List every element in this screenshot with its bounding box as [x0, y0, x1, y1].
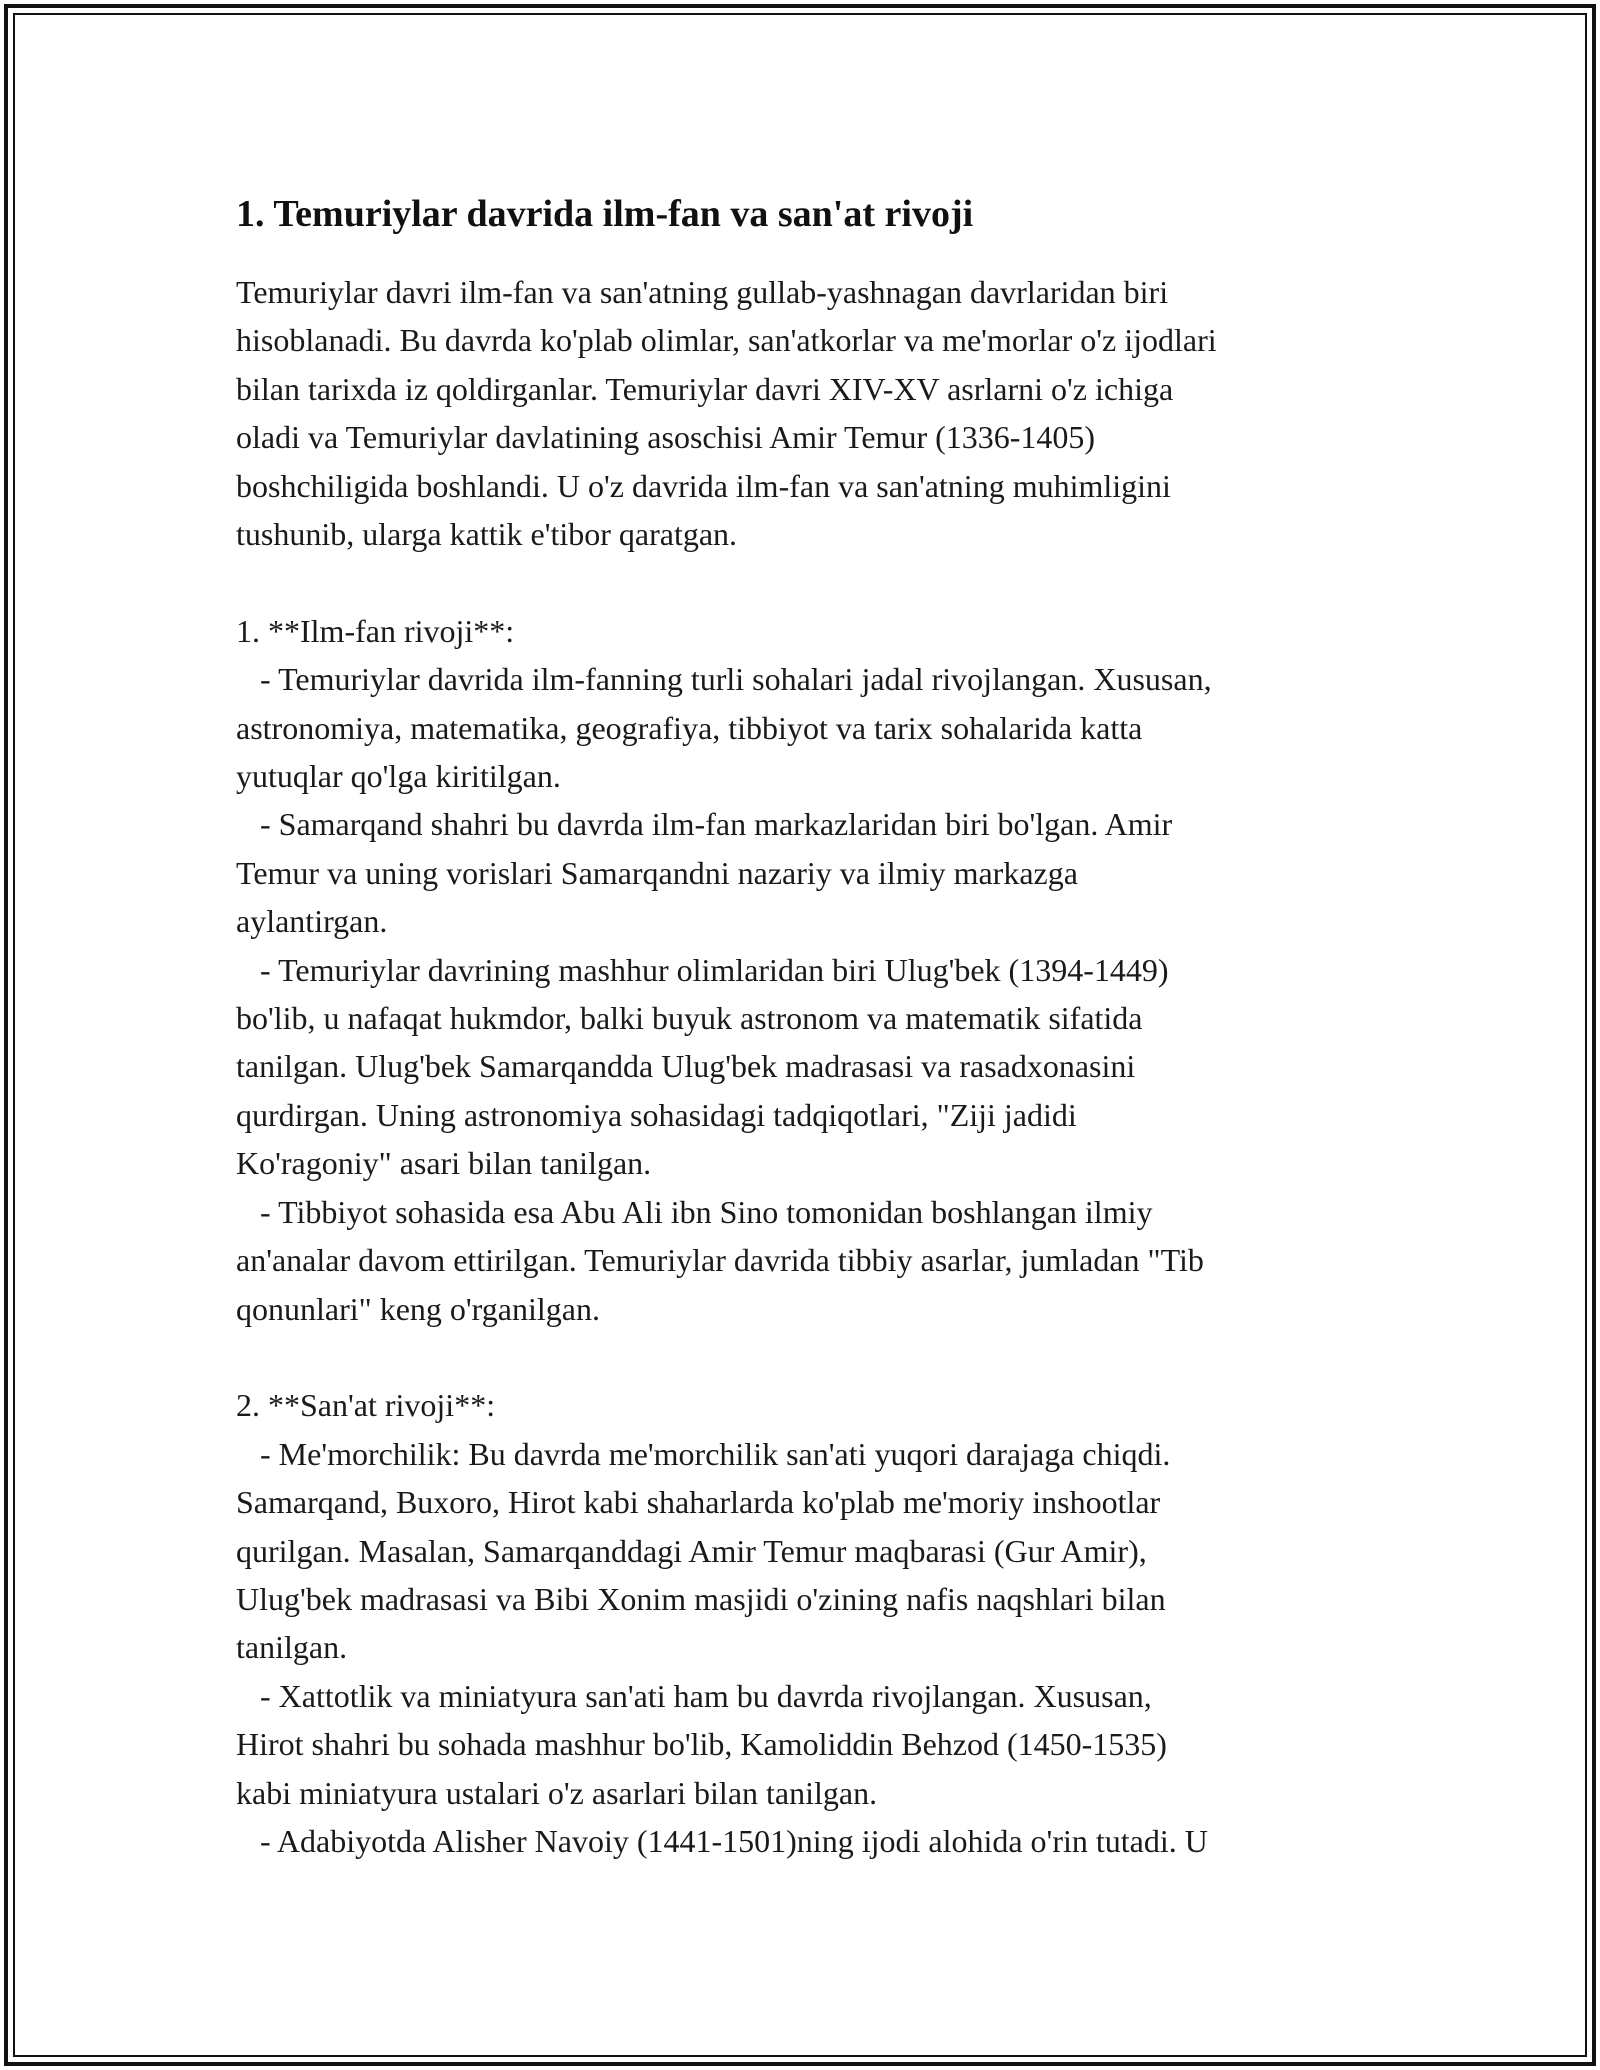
text-line: boshchiligida boshlandi. U o'z davrida ilm-fan va san'atning muhimligini [236, 467, 1171, 504]
text-line: astronomiya, matematika, geografiya, tibbiyot va tarix sohalarida katta [236, 709, 1143, 746]
text-line: Temuriylar davri ilm-fan va san'atning gullab-yashnagan davrlaridan biri [236, 274, 1169, 310]
document-title: 1. Temuriylar davrida ilm-fan va san'at rivoji [236, 193, 974, 235]
paragraph-spacer [236, 558, 1376, 606]
text-line: qonunlari" keng o'rganilgan. [236, 1290, 600, 1327]
text-line: qurdirgan. Uning astronomiya sohasidagi tadqiqotlari, "Ziji jadidi [236, 1096, 1077, 1133]
text-line: Temur va uning vorislari Samarqandni nazariy va ilmiy markazga [236, 854, 1078, 891]
text-line: - Adabiyotda Alisher Navoiy (1441-1501)ning ijodi alohida o'rin tutadi. U [236, 1822, 1208, 1859]
text-line: - Temuriylar davrida ilm-fanning turli sohalari jadal rivojlangan. Xususan, [236, 661, 1212, 698]
text-line: oladi va Temuriylar davlatining asoschisi Amir Temur (1336-1405) [236, 419, 1096, 456]
paragraph-spacer [236, 1333, 1376, 1381]
text-line: - Temuriylar davrining mashhur olimlaridan biri Ulug'bek (1394-1449) [236, 951, 1169, 988]
text-line: tanilgan. [236, 1629, 348, 1666]
text-line: Samarqand, Buxoro, Hirot kabi shaharlarda ko'plab me'moriy inshootlar [236, 1484, 1161, 1521]
text-line: hisoblanadi. Bu davrda ko'plab olimlar, san'atkorlar va me'morlar o'z ijodlari [236, 322, 1217, 359]
section-heading: 2. **San'at rivoji**: [236, 1387, 496, 1424]
section-ilm-fan [236, 607, 1376, 1333]
section-heading: 1. **Ilm-fan rivoji**: [236, 612, 515, 649]
text-line: tushunib, ularga kattik e'tibor qaratgan. [236, 516, 738, 553]
text-line: aylantirgan. [236, 903, 388, 940]
text-line: bilan tarixda iz qoldirganlar. Temuriylar davri XIV-XV asrlarni o'z ichiga [236, 370, 1174, 407]
text-line: kabi miniatyura ustalari o'z asarlari bilan tanilgan. [236, 1774, 878, 1811]
intro-paragraph [236, 268, 1376, 558]
text-line: - Me'morchilik: Bu davrda me'morchilik san'ati yuqori darajaga chiqdi. [236, 1435, 1171, 1472]
text-line: tanilgan. Ulug'bek Samarqandda Ulug'bek madrasasi va rasadxonasini [236, 1048, 1136, 1085]
text-line: - Xattotlik va miniatyura san'ati ham bu davrda rivojlangan. Xususan, [236, 1677, 1152, 1714]
text-line: qurilgan. Masalan, Samarqanddagi Amir Temur maqbarasi (Gur Amir), [236, 1532, 1147, 1569]
text-line: Ko'ragoniy" asari bilan tanilgan. [236, 1145, 652, 1182]
text-line: - Samarqand shahri bu davrda ilm-fan markazlaridan biri bo'lgan. Amir [236, 806, 1173, 843]
text-line: an'analar davom ettirilgan. Temuriylar davrida tibbiy asarlar, jumladan "Tib [236, 1242, 1204, 1279]
document-body [236, 184, 1376, 1865]
section-sanat [236, 1381, 1376, 1865]
text-line: - Tibbiyot sohasida esa Abu Ali ibn Sino tomonidan boshlangan ilmiy [236, 1193, 1153, 1230]
text-line: bo'lib, u nafaqat hukmdor, balki buyuk astronom va matematik sifatida [236, 1000, 1143, 1037]
text-line: Hirot shahri bu sohada mashhur bo'lib, Kamoliddin Behzod (1450-1535) [236, 1726, 1167, 1763]
text-line: Ulug'bek madrasasi va Bibi Xonim masjidi o'zining nafis naqshlari bilan [236, 1580, 1166, 1617]
text-line: yutuqlar qo'lga kiritilgan. [236, 758, 561, 795]
